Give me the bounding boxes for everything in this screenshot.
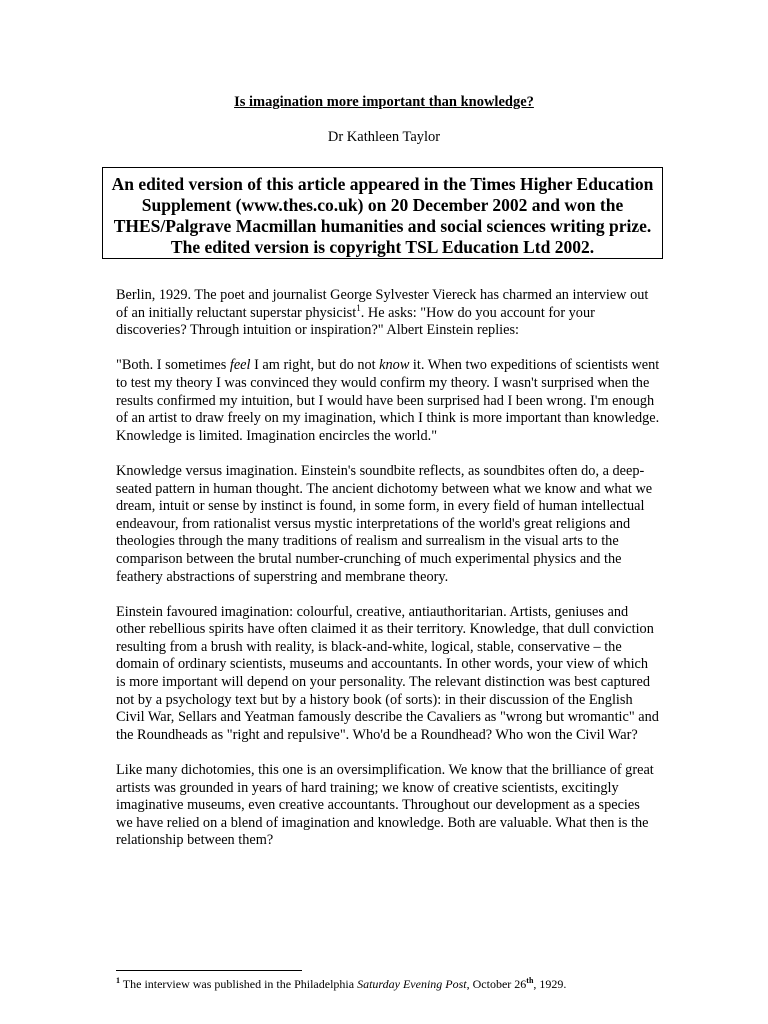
footnote-marker: 1: [116, 976, 120, 985]
footnote-reference[interactable]: 1: [356, 302, 361, 313]
footnote-divider: [116, 970, 302, 971]
article-title: Is imagination more important than knowledge?: [234, 94, 534, 110]
article-body: [116, 287, 660, 868]
paragraph-5: Like many dichotomies, this one is an oversimplification. We know that the brilliance of great artists was grounded in years of hard training; we know of creative scientists, excitingly imaginative museums, even creative accountants. Throughout our development as a species we have relied on a blend of imagination and knowledge. Both are valuable. What then is the relationship between them?: [116, 762, 654, 849]
paragraph-3: Knowledge versus imagination. Einstein's soundbite reflects, as soundbites often do, a deep-seated pattern in human thought. The ancient dichotomy between what we know and what we dream, intuit or sense by instinct is found, in some form, in every field of human intellectual endeavour, from rationalist versus mystic interpretations of the world's great religions and theologies through the many traditions of realism and surrealism in the visual arts to the comparison between the brutal number-crunching of much experimental physics and the feathery abstractions of superstring and membrane theory.: [116, 462, 653, 585]
paragraph-1: Berlin, 1929. The poet and journalist George Sylvester Viereck has charmed an interview out of an initially reluctant superstar physicist$^1$. He asks: "How do you account for your discoveries? Through intuition or inspiration?" Albert Einstein replies:: [116, 287, 649, 339]
paragraph-4: Einstein favoured imagination: colourful, creative, antiauthoritarian. Artists, geniuses and other rebellious spirits have often claimed it as their territory. Knowledge, that dull conviction resulting from a brush with reality, is black-and-white, logical, stable, conservative – the domain of ordinary scientists, museums and accountants. In other words, your view of which is more important will depend on your personality. The relevant distinction was best captured not by a psychology text but by a history book (of sorts): in their discussion of the English Civil War, Sellars and Yeatman famously describe the Cavaliers as "wrong but wromantic" and the Roundheads as "right and repulsive". Who'd be a Roundhead? Who won the Civil War?: [116, 603, 659, 743]
footnote: $^1$ The interview was published in the Philadelphia Saturday Evening Post, October 26th, 1929.: [116, 976, 567, 991]
publication-notice-box: An edited version of this article appeared in the Times Higher Education Supplement (www.thes.co.uk) on 20 December 2002 and won the THES/Palgrave Macmillan humanities and social sciences writing prize. The edited version is copyright TSL Education Ltd 2002.: [102, 167, 663, 259]
paragraph-2-quote: "Both. I sometimes feel I am right, but do not know it. When two expeditions of scientists went to test my theory I was convinced they would confirm my theory. I wasn't surprised when the results confirmed my intuition, but I would have been surprised had I been wrong. I'm enough of an artist to draw freely on my imagination, which I think is more important than knowledge. Knowledge is limited. Imagination encircles the world.": [116, 357, 660, 444]
publication-name: Saturday Evening Post: [357, 977, 467, 991]
author-name: Dr Kathleen Taylor: [327, 129, 441, 145]
